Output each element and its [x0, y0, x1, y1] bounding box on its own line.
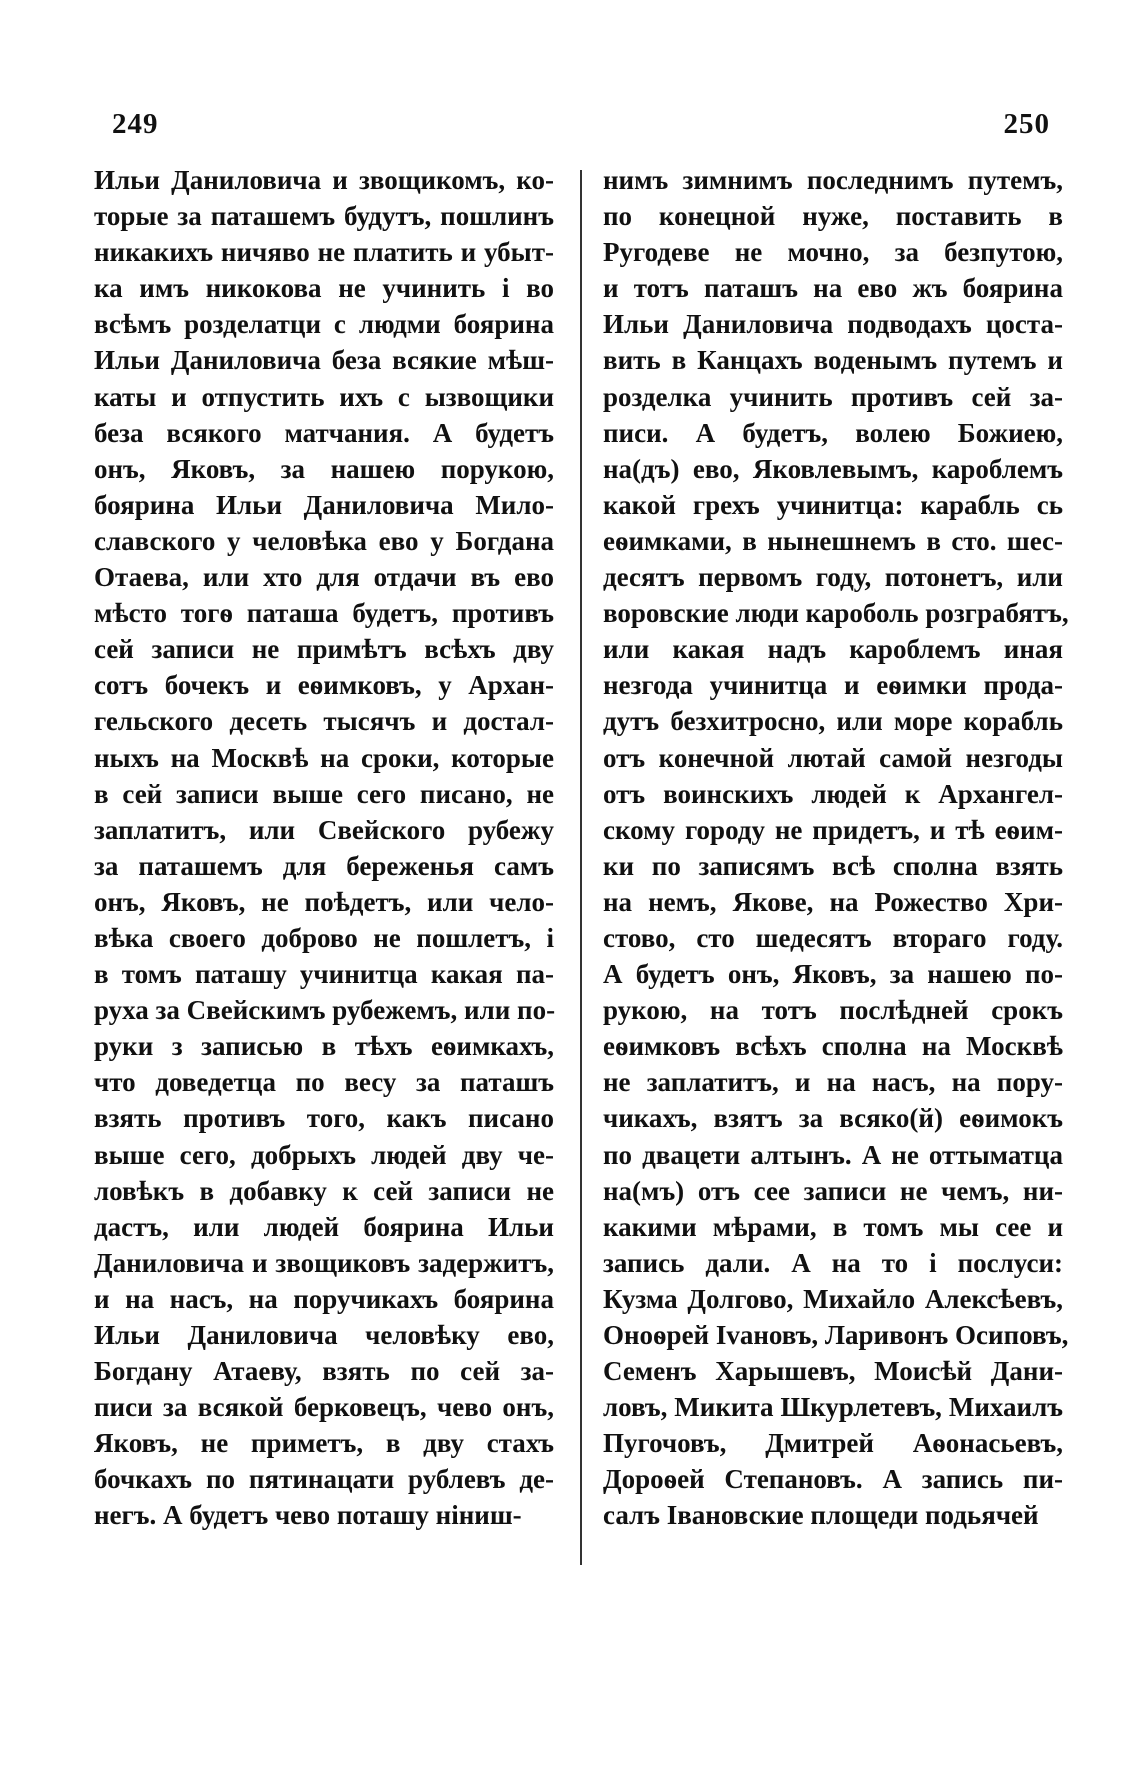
- text-line: Яковъ, не приметъ, в дву стахъ: [94, 1428, 554, 1459]
- text-line: Кузма Долгово, Михайло Алексѣевъ,: [603, 1283, 1063, 1314]
- text-line: боярина Ильи Даниловича Мило-: [94, 489, 554, 520]
- text-line: Богдану Атаеву, взять по сей за-: [94, 1356, 554, 1387]
- text-line: Ильи Даниловича человѣку ево,: [94, 1320, 554, 1350]
- text-line: беза всякого матчания. А будетъ: [94, 417, 554, 448]
- text-line: вить в Канцахъ воденымъ путемъ и: [603, 345, 1063, 376]
- text-line: на(мъ) отъ сее записи не чемъ, ни-: [603, 1175, 1063, 1206]
- text-line: всѣмъ розделатци с людми боярина: [94, 309, 554, 340]
- text-line: десятъ первомъ году, потонетъ, или: [603, 562, 1063, 593]
- text-line: незгода учинитца и еѳимки прода-: [603, 670, 1063, 701]
- text-line: Даниловича и звощиковъ задержитъ,: [94, 1247, 554, 1278]
- text-line: Дороѳей Степановъ. А запись пи-: [603, 1464, 1063, 1495]
- text-line: отъ воинскихъ людей к Архангел-: [603, 778, 1063, 809]
- text-line: воровские люди кароболь розграбятъ,: [603, 598, 1069, 629]
- text-line: негъ. А будетъ чево поташу нiниш-: [94, 1500, 522, 1531]
- text-line: заплатитъ, или Свейского рубежу: [94, 814, 554, 845]
- text-line: розделка учинить противъ сей за-: [603, 381, 1063, 412]
- text-line: А будетъ онъ, Яковъ, за нашею по-: [603, 959, 1063, 990]
- right-column-text: [603, 162, 1069, 1534]
- text-line: нимъ зимнимъ последнимъ путемъ,: [603, 165, 1063, 195]
- text-line: Семенъ Харышевъ, Моисѣй Дани-: [603, 1356, 1063, 1387]
- text-line: дастъ, или людей боярина Ильи: [94, 1211, 554, 1242]
- text-line: Отаева, или хто для отдачи въ ево: [94, 562, 554, 593]
- text-line: мѣсто тогѳ паташа будетъ, противъ: [94, 598, 554, 629]
- text-line: на немъ, Якове, на Рожество Хри-: [603, 886, 1063, 917]
- text-line: Ильи Даниловича подводахъ цоста-: [603, 309, 1063, 340]
- text-line: что доведетца по весу за паташъ: [94, 1067, 554, 1098]
- text-line: рукою, на тотъ послѣдней срокъ: [603, 995, 1063, 1026]
- text-line: еѳимками, в нынешнемъ в сто. шес-: [603, 525, 1063, 556]
- text-line: Ильи Даниловича и звощикомъ, ко-: [94, 165, 554, 195]
- text-line: дутъ безхитросно, или море корабль: [603, 706, 1063, 737]
- text-line: руха за Свейскимъ рубежемъ, или по-: [94, 995, 556, 1026]
- text-line: онъ, Яковъ, не поѣдетъ, или чело-: [94, 886, 554, 917]
- text-line: Ильи Даниловича беза всякие мѣш-: [94, 345, 554, 376]
- text-line: за паташемъ для береженья самъ: [94, 850, 554, 881]
- text-line: писи. А будетъ, волею Божиею,: [603, 417, 1063, 448]
- text-line: ки по записямъ всѣ сполна взять: [603, 850, 1063, 881]
- text-line: в сей записи выше сего писано, не: [94, 778, 554, 809]
- text-line: писи за всякой берковецъ, чево онъ,: [94, 1392, 554, 1423]
- text-line: онъ, Яковъ, за нашею порукою,: [94, 453, 554, 484]
- text-line: ка имъ никокова не учинить і во: [94, 273, 554, 304]
- text-line: вѣка своего доброво не пошлетъ, і: [94, 922, 554, 953]
- text-line: или какая надъ кароблемъ иная: [603, 634, 1063, 665]
- text-line: по двацети алтынъ. А не оттыматца: [603, 1139, 1063, 1170]
- text-line: скому городу не придетъ, и тѣ еѳим-: [603, 814, 1063, 845]
- page-number-right: 250: [1003, 108, 1050, 140]
- text-line: торые за паташемъ будутъ, пошлинъ: [94, 201, 554, 232]
- text-line: сей записи не примѣтъ всѣхъ дву: [94, 634, 554, 665]
- text-line: бочкахъ по пятинацати рублевъ де-: [94, 1464, 554, 1495]
- text-line: гельского десеть тысячъ и достал-: [94, 706, 554, 737]
- text-line: никакихъ ничяво не платить и убыт-: [94, 237, 554, 268]
- text-line: каты и отпустить ихъ с ызвощики: [94, 381, 554, 412]
- text-line: на(дъ) ево, Яковлевымъ, кароблемъ: [603, 453, 1063, 484]
- text-line: чикахъ, взятъ за всяко(й) еѳимокъ: [603, 1103, 1063, 1134]
- text-line: запись дали. А на то і послуси:: [603, 1247, 1063, 1278]
- page-number-left: 249: [112, 108, 159, 140]
- text-line: стово, сто шедесятъ втораго году.: [603, 922, 1063, 953]
- text-line: Оноѳрей Іvановъ, Ларивонъ Осиповъ,: [603, 1320, 1069, 1350]
- text-line: сотъ бочекъ и еѳимковъ, у Архан-: [94, 670, 554, 701]
- text-line: не заплатитъ, и на насъ, на пору-: [603, 1067, 1063, 1098]
- text-line: Пугочовъ, Дмитрей Аѳонасьевъ,: [603, 1428, 1063, 1459]
- text-line: какой грехъ учинитца: карабль сь: [603, 489, 1063, 520]
- text-line: и на насъ, на поручикахъ боярина: [94, 1283, 554, 1314]
- left-column-text: [94, 162, 554, 1534]
- text-line: взять противъ того, какъ писано: [94, 1103, 554, 1134]
- text-line: руки з записью в тѣхъ еѳимкахъ,: [94, 1031, 554, 1062]
- text-line: еѳимковъ всѣхъ сполна на Москвѣ: [603, 1031, 1063, 1062]
- text-line: Ругодеве не мочно, за безпутою,: [603, 237, 1063, 268]
- text-line: ловъ, Микита Шкурлетевъ, Михаилъ: [603, 1392, 1063, 1423]
- column-divider: [580, 170, 582, 1565]
- text-line: славского у человѣка ево у Богдана: [94, 525, 554, 556]
- text-line: салъ Івановские площеди подьячей: [603, 1500, 1039, 1531]
- text-line: выше сего, добрыхъ людей дву че-: [94, 1139, 554, 1170]
- text-line: ловѣкъ в добавку к сей записи не: [94, 1175, 554, 1206]
- text-line: ныхъ на Москвѣ на сроки, которые: [94, 742, 554, 773]
- text-line: и тотъ паташъ на ево жъ боярина: [603, 273, 1063, 304]
- text-line: какими мѣрами, в томъ мы сее и: [603, 1211, 1063, 1242]
- text-line: в томъ паташу учинитца какая па-: [94, 959, 554, 990]
- text-line: по конецной нуже, поставить в: [603, 201, 1063, 232]
- text-line: отъ конечной лютай самой незгоды: [603, 742, 1063, 773]
